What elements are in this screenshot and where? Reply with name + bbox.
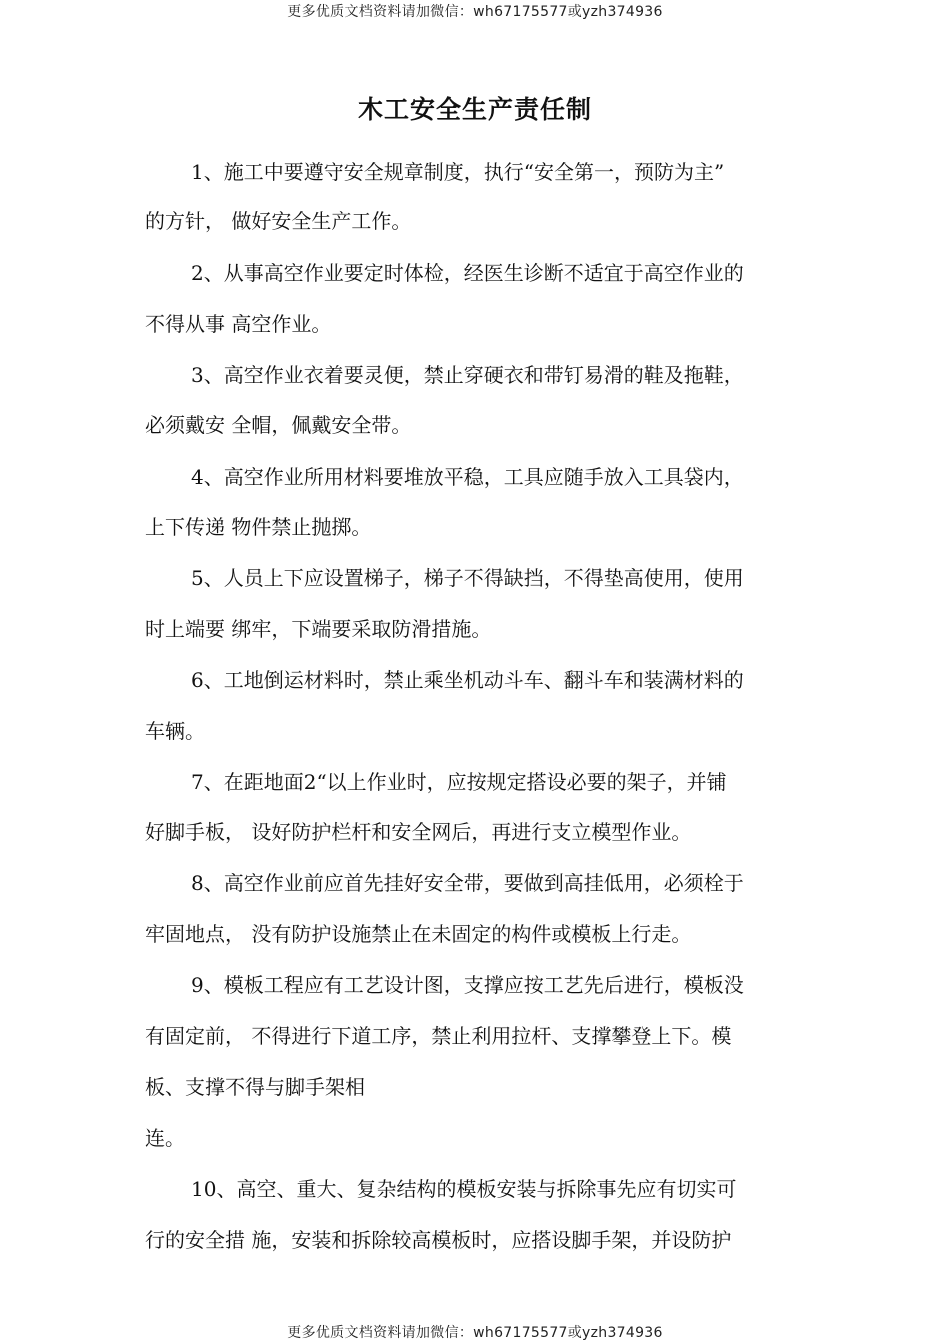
clause-3-line-2: 必须戴安 全帽，佩戴安全带。	[145, 413, 412, 437]
clause-1-line-1: 1、施工中要遵守安全规章制度，执行“安全第一，预防为主”	[191, 160, 725, 184]
clause-5-line-1: 5、人员上下应设置梯子，梯子不得缺挡，不得垫高使用，使用	[191, 566, 744, 590]
clause-4-line-1: 4、高空作业所用材料要堆放平稳，工具应随手放入工具袋内，	[191, 465, 744, 489]
clause-10-line-2: 行的安全措 施，安装和拆除较高模板时，应搭设脚手架，并设防护	[145, 1228, 732, 1252]
clause-3-line-1: 3、高空作业衣着要灵便，禁止穿硬衣和带钉易滑的鞋及拖鞋，	[191, 363, 744, 387]
header-watermark-banner: 更多优质文档资料请加微信：wh67175577或yzh374936	[287, 4, 663, 20]
clause-6-line-2: 车辆。	[145, 719, 205, 743]
clause-1-line-2: 的方针， 做好安全生产工作。	[145, 209, 412, 233]
clause-8-line-2: 牢固地点， 没有防护设施禁止在未固定的构件或模板上行走。	[145, 922, 692, 946]
clause-7-line-1: 7、在距地面2“以上作业时，应按规定搭设必要的架子，并铺	[191, 770, 727, 794]
clause-9-line-2: 有固定前， 不得进行下道工序，禁止利用拉杆、支撑攀登上下。模	[145, 1024, 732, 1048]
clause-4-line-2: 上下传递 物件禁止抛掷。	[145, 515, 372, 539]
clause-10-line-1: 10、高空、重大、复杂结构的模板安装与拆除事先应有切实可	[191, 1177, 737, 1201]
clause-8-line-1: 8、高空作业前应首先挂好安全带，要做到高挂低用，必须栓于	[191, 871, 744, 895]
clause-5-line-2: 时上端要 绑牢，下端要采取防滑措施。	[145, 617, 492, 641]
clause-2-line-2: 不得从事 高空作业。	[145, 312, 332, 336]
clause-9-line-1: 9、模板工程应有工艺设计图，支撑应按工艺先后进行，模板没	[191, 973, 744, 997]
clause-6-line-1: 6、工地倒运材料时，禁止乘坐机动斗车、翻斗车和装满材料的	[191, 668, 744, 692]
clause-2-line-1: 2、从事高空作业要定时体检，经医生诊断不适宜于高空作业的	[191, 261, 744, 285]
document-title: 木工安全生产责任制	[357, 95, 592, 124]
clause-9-line-3: 板、支撑不得与脚手架相	[145, 1075, 365, 1099]
clause-9-line-4: 连。	[145, 1126, 185, 1150]
clause-7-line-2: 好脚手板， 设好防护栏杆和安全网后，再进行支立模型作业。	[145, 820, 692, 844]
footer-watermark-banner: 更多优质文档资料请加微信：wh67175577或yzh374936	[287, 1325, 663, 1341]
